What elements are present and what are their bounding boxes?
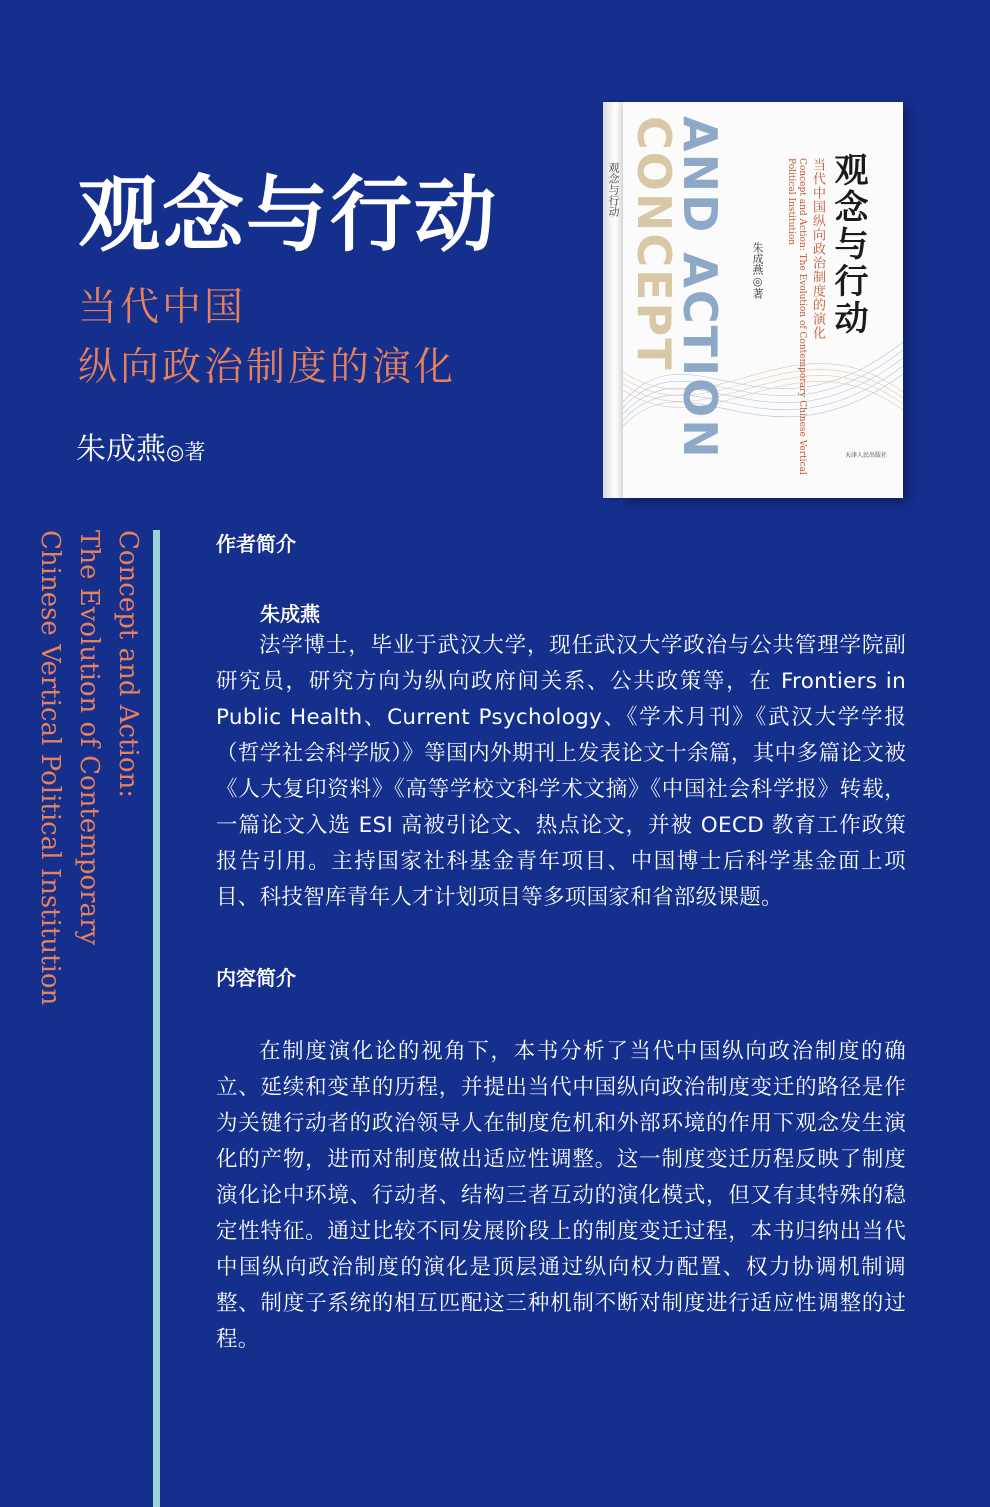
cover-big-text-and-action: AND ACTION — [673, 116, 727, 460]
main-content — [216, 528, 906, 1358]
cover-english-title: Concept and Action: The Evolution of Contemporary Chinese Vertical Political Institution — [786, 158, 807, 475]
book-title: 观念与行动 — [78, 167, 499, 263]
cover-title: 观念与行动 — [828, 152, 868, 337]
author-suffix: ◎著 — [166, 440, 206, 464]
author-intro-name: 朱成燕 — [260, 602, 320, 626]
english-title-vertical — [30, 530, 147, 1005]
author-intro-heading: 作者简介 — [216, 532, 296, 556]
vertical-divider — [153, 530, 160, 1507]
english-title-line1: Concept and Action: — [113, 530, 143, 799]
english-title-line3: Chinese Vertical Political Institution — [35, 530, 65, 1006]
author-credit — [76, 424, 205, 468]
book-spine — [603, 102, 623, 498]
cover-publisher: 天津人民出版社 — [844, 452, 887, 459]
content-intro-heading: 内容简介 — [216, 966, 296, 990]
book-front-cover — [623, 102, 903, 498]
cover-author: 朱成燕◎著 — [751, 242, 764, 299]
book-cover-image — [603, 102, 903, 498]
author-bio: 法学博士，毕业于武汉大学，现任武汉大学政治与公共管理学院副研究员，研究方向为纵向政府间关系、公共政策等，在 Frontiers in Public Health、Current Psychology、《学术月刊》《武汉大学学报（哲学社会科学版）》等国内外期刊上发表论文十余篇，其中多篇论文被《人大复印资料》《高等学校文科学术文摘》《中国社会科学报》转载，一篇论文入选 ESI 高被引论文、热点论文，并被 OECD 教育工作政策报告引用。主持国家社科基金青年项目、中国博士后科学基金面上项目、科技智库青年人才计划项目等多项国家和省部级课题。 — [216, 633, 906, 910]
book-subtitle-line1: 当代中国 — [78, 285, 247, 330]
cover-subtitle: 当代中国纵向政治制度的演化 — [810, 158, 825, 340]
book-subtitle-line2: 纵向政治制度的演化 — [78, 345, 457, 390]
cover-big-text-concept: CONCEPT — [627, 116, 681, 372]
english-title-line2: The Evolution of Contemporary — [74, 530, 104, 946]
content-intro-text: 在制度演化论的视角下，本书分析了当代中国纵向政治制度的确立、延续和变革的历程，并提出当代中国纵向政治制度变迁的路径是作为关键行动者的政治领导人在制度危机和外部环境的作用下观念发生演化的产物，进而对制度做出适应性调整。这一制度变迁历程反映了制度演化论中环境、行动者、结构三者互动的演化模式，但又有其特殊的稳定性特征。通过比较不同发展阶段上的制度变迁过程，本书归纳出当代中国纵向政治制度的演化是顶层通过纵向权力配置、权力协调机制调整、制度子系统的相互匹配这三种机制不断对制度进行适应性调整的过程。 — [216, 1039, 906, 1352]
spine-title: 观念与行动 — [607, 162, 620, 217]
author-name: 朱成燕 — [76, 432, 166, 467]
